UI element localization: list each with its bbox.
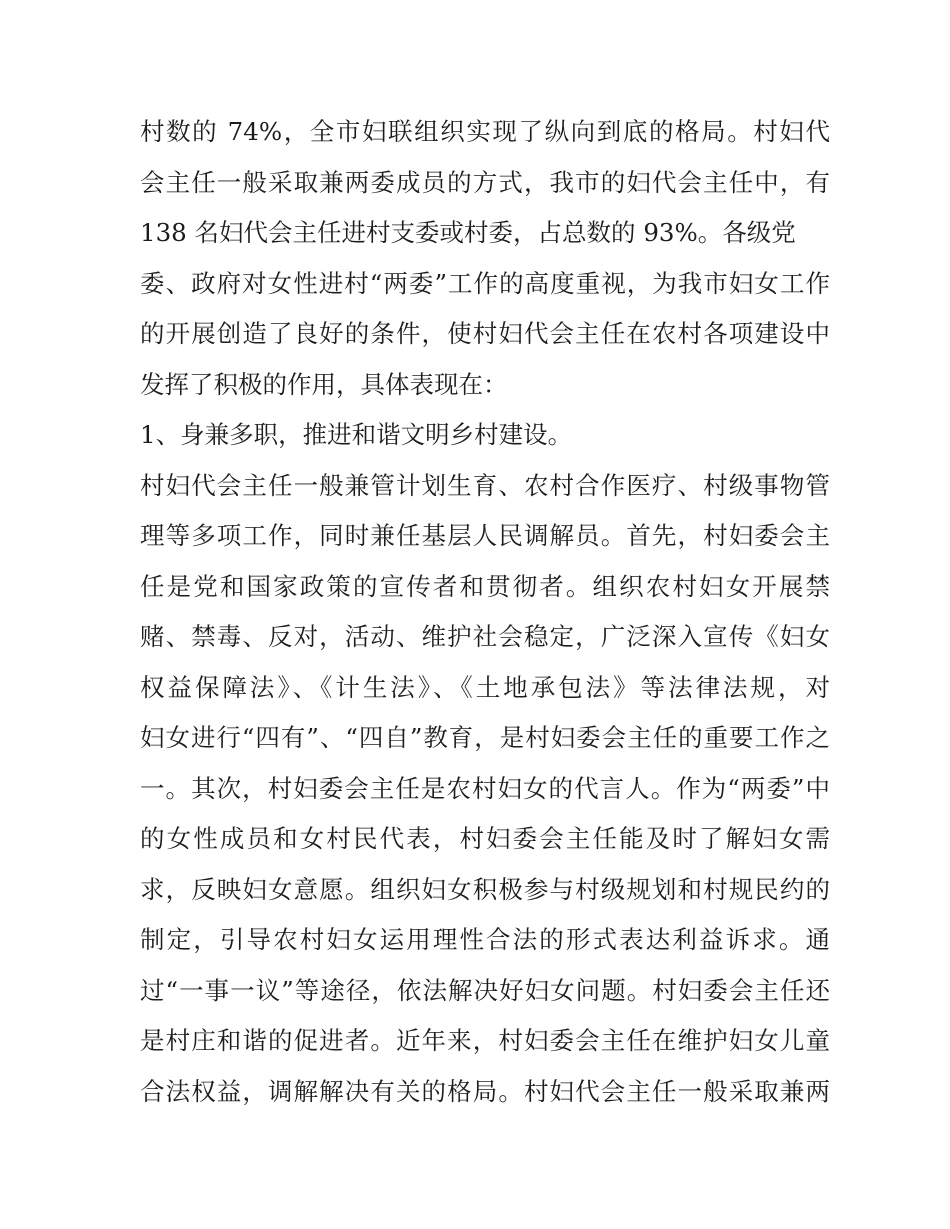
text-line: 权益保障法》、《计生法》、《土地承包法》等法律法规，对 xyxy=(140,672,830,702)
text-line: 的女性成员和女村民代表，村妇委会主任能及时了解妇女需 xyxy=(140,824,830,853)
body-text xyxy=(140,107,830,1117)
text-line: 发挥了积极的作用，具体表现在： xyxy=(140,369,508,399)
text-line: 妇女进行“四有”、“四自”教育，是村妇委会主任的重要工作之 xyxy=(140,723,830,752)
text-line: 是村庄和谐的促进者。近年来，村妇委会主任在维护妇女儿童 xyxy=(140,1026,830,1055)
text-line: 理等多项工作，同时兼任基层人民调解员。首先，村妇委会主 xyxy=(140,521,830,550)
text-line: 村妇代会主任一般兼管计划生育、农村合作医疗、村级事物管 xyxy=(140,470,830,500)
text-line: 一。其次，村妇委会主任是农村妇女的代言人。作为“两委”中 xyxy=(140,773,830,803)
text-line: 村数的 74%，全市妇联组织实现了纵向到底的格局。村妇代 xyxy=(140,117,830,146)
text-line: 的开展创造了良好的条件，使村妇代会主任在农村各项建设中 xyxy=(140,319,830,348)
text-line: 过“一事一议”等途径，依法解决好妇女问题。村妇委会主任还 xyxy=(140,975,830,1005)
text-line: 赌、禁毒、反对，活动、维护社会稳定，广泛深入宣传《妇女 xyxy=(140,622,830,651)
text-line: 138 名妇代会主任进村支委或村委，占总数的 93%。各级党 xyxy=(140,218,796,247)
text-line: 会主任一般采取兼两委成员的方式，我市的妇代会主任中，有 xyxy=(140,167,830,197)
text-line: 求，反映妇女意愿。组织妇女积极参与村级规划和村规民约的 xyxy=(140,874,830,904)
text-line: 任是党和国家政策的宣传者和贯彻者。组织农村妇女开展禁 xyxy=(140,571,830,601)
text-line: 制定，引导农村妇女运用理性合法的形式表达利益诉求。通 xyxy=(140,925,830,954)
text-line: 委、政府对女性进村“两委”工作的高度重视，为我市妇女工作 xyxy=(140,268,830,298)
text-line: 合法权益，调解解决有关的格局。村妇代会主任一般采取兼两 xyxy=(140,1076,830,1106)
section-heading: 1、身兼多职，推进和谐文明乡村建设。 xyxy=(140,420,573,449)
